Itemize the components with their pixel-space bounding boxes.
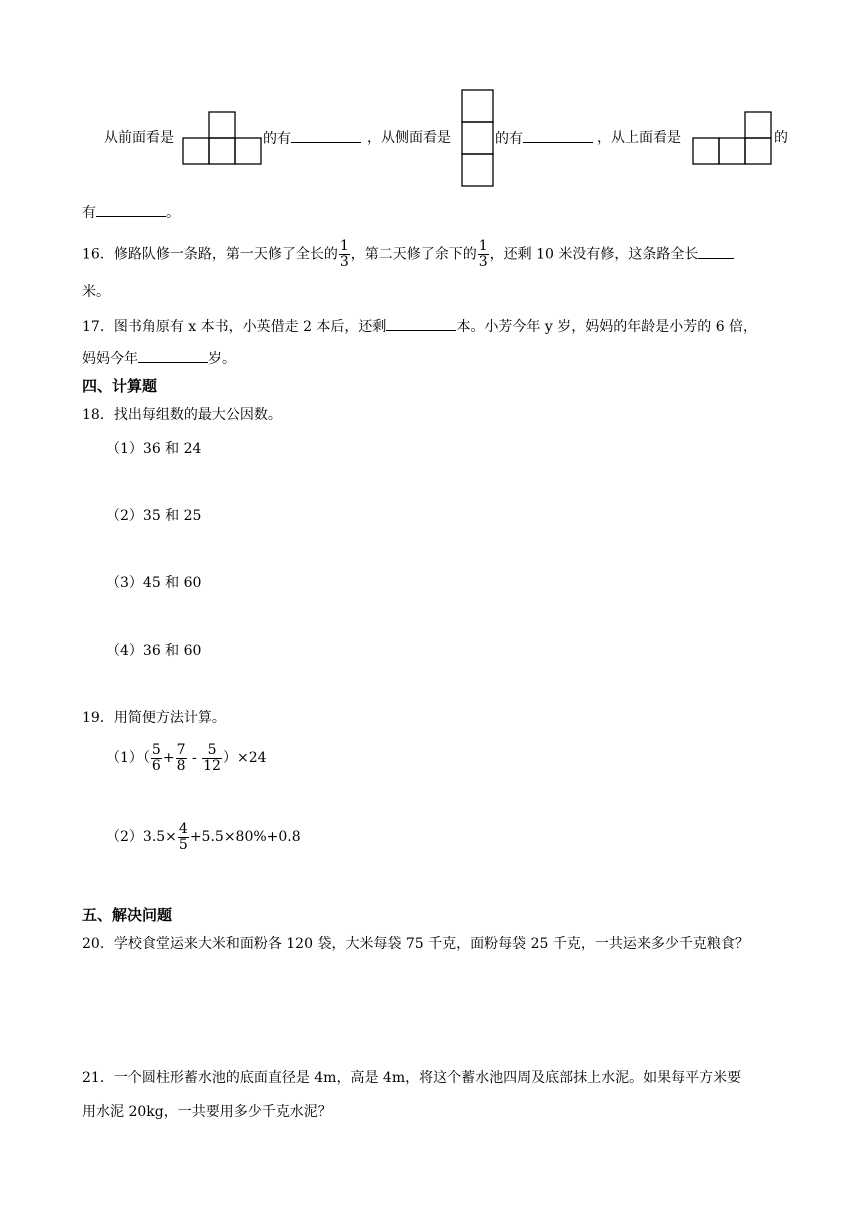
front-view-figure bbox=[183, 112, 261, 164]
answer-blank[interactable] bbox=[698, 244, 734, 259]
front-view-cell bbox=[183, 138, 209, 164]
q17-line2: 妈妈今年 岁。 bbox=[82, 348, 236, 369]
fraction: $\frac{1}{3}$ bbox=[339, 238, 349, 270]
q19-prompt: 19．用简便方法计算。 bbox=[82, 710, 226, 726]
section-title: 五、解决问题 bbox=[82, 906, 173, 924]
q18-prompt: 18．找出每组数的最大公因数。 bbox=[82, 407, 282, 423]
q16-line1: 16．修路队修一条路，第一天修了全长的 $\frac{1}{3}$ ，第二天修了余下的 $\frac{1}{3}$ ，还剩 10 米没有修，这条路全长 bbox=[82, 239, 734, 270]
fraction: $\frac{1}{3}$ bbox=[478, 238, 488, 270]
q15-top-label: ，从上面看是 bbox=[597, 130, 681, 146]
q15-tail: 的 bbox=[774, 130, 788, 146]
answer-blank[interactable] bbox=[291, 128, 361, 143]
q21-line1: 21．一个圆柱形蓄水池的底面直径是 4m，高是 4m，将这个蓄水池四周及底部抹上水泥。如果每平方米要 bbox=[82, 1070, 742, 1086]
q18-item: （4）36 和 60 bbox=[106, 643, 202, 659]
side-view-cell bbox=[462, 90, 493, 122]
q15-side-answer: 的有 bbox=[495, 128, 593, 149]
top-view-cell bbox=[745, 112, 771, 138]
q19-item-1: （1）（ $\frac{5}{6}$ + $\frac{7}{8}$ - $\frac{5}{12}$ ）×24 bbox=[106, 741, 267, 774]
side-view-figure bbox=[462, 90, 493, 186]
answer-blank[interactable] bbox=[523, 128, 593, 143]
fraction: $\frac{7}{8}$ bbox=[176, 741, 186, 774]
q19-item-2: （2）3.5× $\frac{4}{5}$ +5.5×80%+0.8 bbox=[106, 820, 301, 853]
answer-blank[interactable] bbox=[386, 316, 456, 331]
fraction: $\frac{5}{6}$ bbox=[151, 741, 161, 774]
q15-front-label: 从前面看是 bbox=[104, 130, 174, 146]
q18-item: （1）36 和 24 bbox=[106, 441, 202, 457]
front-view-cell bbox=[209, 138, 235, 164]
q20-prompt: 20．学校食堂运来大米和面粉各 120 袋，大米每袋 75 千克，面粉每袋 25 千克，一共运来多少千克粮食？ bbox=[82, 936, 749, 952]
front-view-cell bbox=[209, 112, 235, 138]
front-view-cell bbox=[235, 138, 261, 164]
top-view-cell bbox=[719, 138, 745, 164]
q18-item: （3）45 和 60 bbox=[106, 575, 202, 591]
view-diagrams bbox=[0, 0, 860, 200]
q16-line2: 米。 bbox=[82, 284, 110, 300]
top-view-cell bbox=[693, 138, 719, 164]
top-view-cell bbox=[745, 138, 771, 164]
top-view-figure bbox=[693, 112, 771, 164]
q21-line2: 用水泥 20kg，一共要用多少千克水泥？ bbox=[82, 1104, 332, 1120]
side-view-cell bbox=[462, 122, 493, 154]
q18-item: （2）35 和 25 bbox=[106, 508, 202, 524]
answer-blank[interactable] bbox=[96, 202, 166, 217]
fraction: $\frac{4}{5}$ bbox=[178, 820, 188, 853]
q15-side-label: ，从侧面看是 bbox=[367, 130, 451, 146]
q17-line1: 17．图书角原有 x 本书，小英借走 2 本后，还剩 本。小芳今年 y 岁，妈妈的年龄是小芳的 6 倍， bbox=[82, 316, 757, 337]
q15-front-answer: 的有 bbox=[263, 128, 361, 149]
q15-line2: 有 。 bbox=[82, 202, 180, 223]
answer-blank[interactable] bbox=[138, 348, 208, 363]
side-view-cell bbox=[462, 154, 493, 186]
section-title: 四、计算题 bbox=[82, 377, 158, 395]
fraction: $\frac{5}{12}$ bbox=[203, 741, 221, 774]
